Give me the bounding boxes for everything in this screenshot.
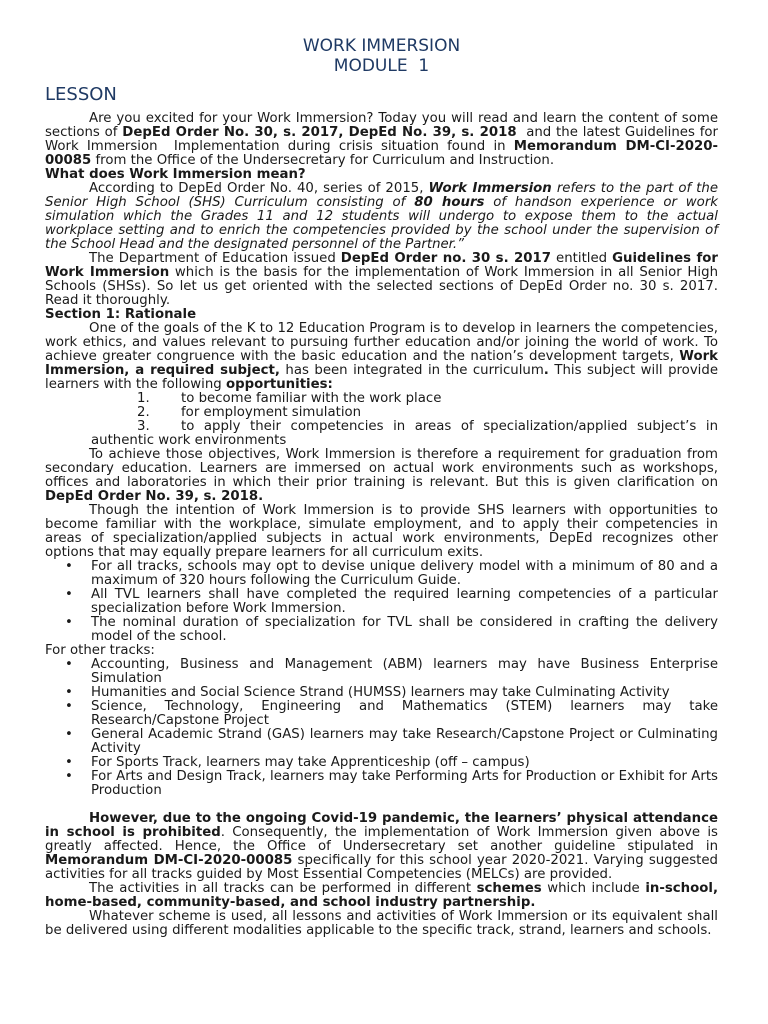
schemes-paragraph: The activities in all tracks can be performed in different schemes which include in-school, home-based, community-based, and school industry partnership. — [45, 881, 718, 910]
bullet-icon: • — [65, 657, 73, 672]
list-item: • All TVL learners shall have completed the required learning competencies of a particular specialization before Work Immersion. — [65, 587, 718, 616]
list-item: • For Arts and Design Track, learners may take Performing Arts for Production or Exhibit for Arts Production — [65, 769, 718, 798]
bullet-icon: • — [65, 587, 73, 602]
objectives-paragraph: To achieve those objectives, Work Immersion is therefore a requirement for graduation from secondary education. Learners are immersed on actual work environments such as workshops, offices and laboratories in which their prior training is relevant. But this is given clarification on DepEd Order No. 39, s. 2018. — [45, 447, 718, 504]
tracks-bullets — [45, 658, 718, 798]
title-line-2: MODULE 1 — [333, 56, 430, 76]
bullet-icon: • — [65, 727, 73, 742]
rationale-paragraph: One of the goals of the K to 12 Education Program is to develop in learners the competencies, work ethics, and values relevant to pursuing further education and/or joining the world of work. To achieve greater congruence with the basic education and the nation’s development targets, Work Immersion, a required subject, has been integrated in the curriculum. This subject will provide learners with the following opportunities: — [45, 321, 719, 392]
list-item: • Humanities and Social Science Strand (HUMSS) learners may take Culminating Activity — [65, 685, 670, 700]
list-item: 1. to become familiar with the work place — [137, 391, 442, 406]
bullet-icon: • — [65, 769, 73, 784]
bullet-icon: • — [65, 615, 73, 630]
list-item: 2. for employment simulation — [137, 405, 362, 420]
bullet-icon: • — [65, 699, 73, 714]
title-line-1: WORK IMMERSION — [302, 36, 461, 56]
other-tracks-label: For other tracks: — [45, 643, 155, 658]
opportunities-list — [45, 392, 718, 448]
list-item: • Accounting, Business and Management (ABM) learners may have Business Enterprise Simulation — [65, 657, 718, 686]
list-item: • For all tracks, schools may opt to devise unique delivery model with a minimum of 80 and a maximum of 320 hours following the Curriculum Guide. — [65, 559, 718, 588]
delivery-bullets — [45, 560, 718, 644]
bullet-icon: • — [65, 559, 73, 574]
definition-paragraph: According to DepEd Order No. 40, series of 2015, Work Immersion refers to the part of the Senior High School (SHS) Curriculum consisting of 80 hours of handson experience or work simulation which the Grades 11 and 12 students will undergo to expose them to the actual workplace setting and to enrich the competencies provided by the school under the supervision of the School Head and the designated personnel of the Partner.” — [45, 181, 719, 252]
list-item: • For Sports Track, learners may take Apprenticeship (off – campus) — [65, 755, 530, 770]
list-item: • The nominal duration of specialization for TVL shall be considered in crafting the delivery model of the school. — [65, 615, 718, 644]
bullet-icon: • — [65, 685, 73, 700]
spacer — [45, 798, 718, 812]
bullet-icon: • — [65, 755, 73, 770]
deped-order-paragraph: The Department of Education issued DepEd Order no. 30 s. 2017 entitled Guidelines for Work Immersion which is the basis for the implementation of Work Immersion in all Senior High Schools (SHSs). So let us get oriented with the selected sections of DepEd Order no. 30 s. 2017. Read it thoroughly. — [45, 251, 718, 308]
list-item: • Science, Technology, Engineering and Mathematics (STEM) learners may take Research/Capstone Project — [65, 699, 718, 728]
document-body — [45, 111, 723, 938]
question-heading: What does Work Immersion mean? — [45, 167, 306, 182]
section-1-heading: Section 1: Rationale — [45, 307, 197, 322]
modalities-paragraph: Whatever scheme is used, all lessons and activities of Work Immersion or its equivalent shall be delivered using different modalities applicable to the specific track, strand, learners and schools. — [45, 909, 718, 938]
document-page — [45, 36, 723, 938]
options-paragraph: Though the intention of Work Immersion is to provide SHS learners with opportunities to become familiar with the workplace, simulate employment, and to apply their competencies in areas of specialization/applied subjects in actual work environments, DepEd recognizes other options that may equally prepare learners for all curriculum exits. — [45, 503, 718, 560]
covid-paragraph: However, due to the ongoing Covid-19 pandemic, the learners’ physical attendance in school is prohibited. Consequently, the implementation of Work Immersion given above is greatly affected. Hence, the Office of Undersecretary set another guideline stipulated in Memorandum DM-CI-2020-00085 specifically for this school year 2020-2021. Varying suggested activities for all tracks guided by Most Essential Competencies (MELCs) are provided. — [45, 811, 718, 882]
lesson-heading: LESSON — [45, 84, 117, 105]
list-item: 3. to apply their competencies in areas of specialization/applied subject’s in authentic work environments — [91, 419, 718, 448]
intro-paragraph: Are you excited for your Work Immersion? Today you will read and learn the content of some sections of DepEd Order No. 30, s. 2017, DepEd No. 39, s. 2018 and the latest Guidelines for Work Immersion Implementation during crisis situation found in Memorandum DM-CI-2020-00085 from the Office of the Undersecretary for Curriculum and Instruction. — [45, 111, 723, 168]
document-title — [45, 36, 718, 76]
list-item: • General Academic Strand (GAS) learners may take Research/Capstone Project or Culminating Activity — [65, 727, 718, 756]
